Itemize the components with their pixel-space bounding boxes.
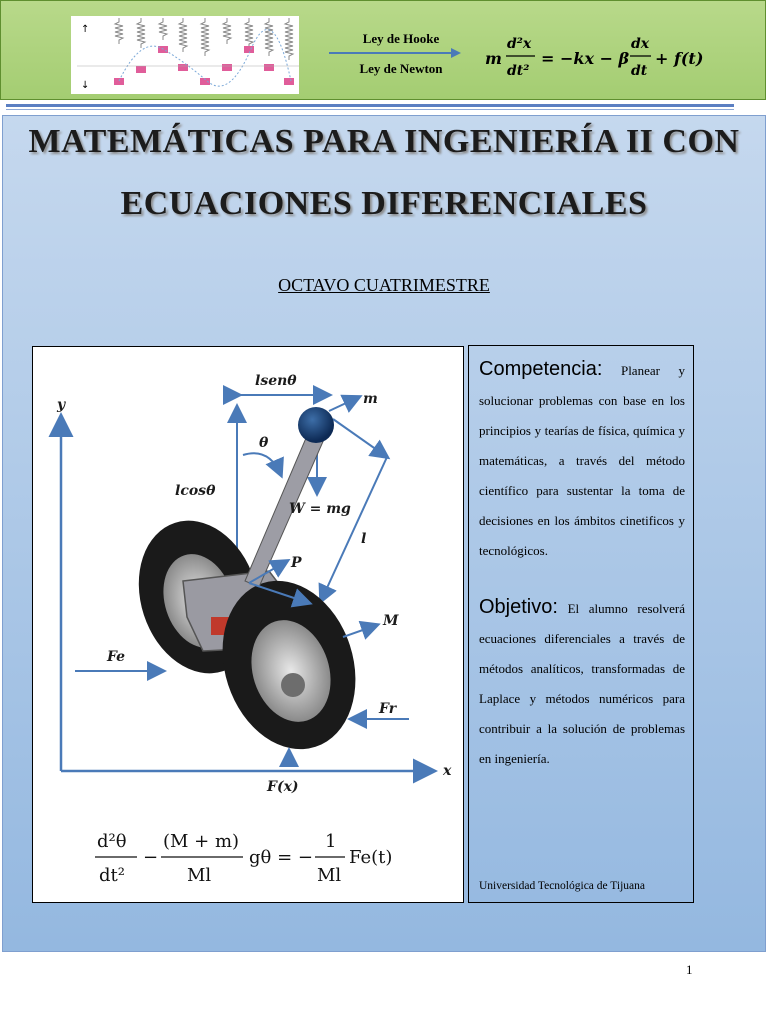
svg-text:1: 1 — [325, 831, 337, 852]
fx-label: F(x) — [267, 779, 299, 795]
svg-text:dt: dt — [631, 63, 648, 79]
objetivo-section — [479, 592, 685, 774]
svg-text:= −kx − β: = −kx − β — [541, 49, 630, 68]
mass-M-label: M — [383, 613, 399, 629]
segway-diagram — [32, 346, 464, 903]
spring-diagram-image — [71, 16, 299, 94]
banner-equation — [485, 31, 725, 83]
header-rule — [6, 104, 734, 107]
objetivo-text: El alumno resolverá ecuaciones diferenciales a través de métodos analíticos, transformadas de Laplace y métodos numéricos para contribuir a la solución de problemas en ingeniería. — [479, 601, 685, 766]
length-l-label: l — [361, 531, 367, 547]
page-title-line1: MATEMÁTICAS PARA INGENIERÍA II CON — [28, 123, 740, 160]
header-banner — [0, 0, 766, 100]
page-number: 1 — [686, 962, 693, 977]
fe-label: Fe — [107, 649, 126, 665]
svg-text:dx: dx — [631, 36, 650, 52]
weight-label: W = mg — [289, 501, 351, 517]
competencia-section — [479, 354, 685, 566]
svg-text:dt²: dt² — [99, 865, 125, 886]
svg-text:Fe(t): Fe(t) — [349, 847, 393, 868]
page-title-line2: ECUACIONES DIFERENCIALES — [120, 185, 648, 222]
course-info-box — [468, 345, 694, 903]
institution-name: Universidad Tecnológica de Tijuana — [479, 880, 646, 892]
page-subtitle: OCTAVO CUATRIMESTRE — [278, 275, 490, 295]
objetivo-heading: Objetivo: — [479, 596, 558, 618]
svg-text:m: m — [485, 49, 502, 68]
svg-text:↓: ↓ — [81, 80, 90, 91]
fr-label: Fr — [379, 701, 397, 717]
banner-arrow — [327, 46, 463, 60]
lcos-label: lcosθ — [175, 483, 216, 499]
theta-label: θ — [259, 435, 269, 451]
competencia-text: Planear y solucionar problemas con base en los principios y tearías de física, química y matemáticas, a través del método científico para sustentar la toma de decisiones en los ámbitos cinetificos y tecnológicos. — [479, 363, 686, 558]
svg-text:+ f(t): + f(t) — [655, 49, 704, 68]
svg-text:d²θ: d²θ — [97, 831, 127, 852]
header-rule-thin — [6, 109, 734, 110]
svg-text:Ml: Ml — [187, 865, 212, 886]
mass-m-label: m — [363, 391, 378, 407]
lsen-label: lsenθ — [255, 373, 297, 389]
svg-text:d²x: d²x — [507, 36, 532, 52]
x-axis-label: x — [443, 763, 452, 779]
svg-text:−: − — [143, 847, 159, 868]
hooke-label: Ley de Hooke — [362, 31, 440, 46]
svg-text:↑: ↑ — [81, 24, 90, 35]
p-label: P — [291, 555, 302, 571]
newton-label: Ley de Newton — [359, 61, 443, 76]
segway-body — [120, 407, 377, 767]
svg-text:(M + m): (M + m) — [163, 831, 240, 852]
y-axis-label: y — [57, 397, 66, 413]
svg-text:Ml: Ml — [317, 865, 342, 886]
svg-text:gθ = −: gθ = − — [249, 847, 313, 868]
competencia-heading: Competencia: — [479, 358, 603, 380]
pendulum-equation — [95, 831, 392, 886]
svg-text:dt²: dt² — [507, 63, 530, 79]
